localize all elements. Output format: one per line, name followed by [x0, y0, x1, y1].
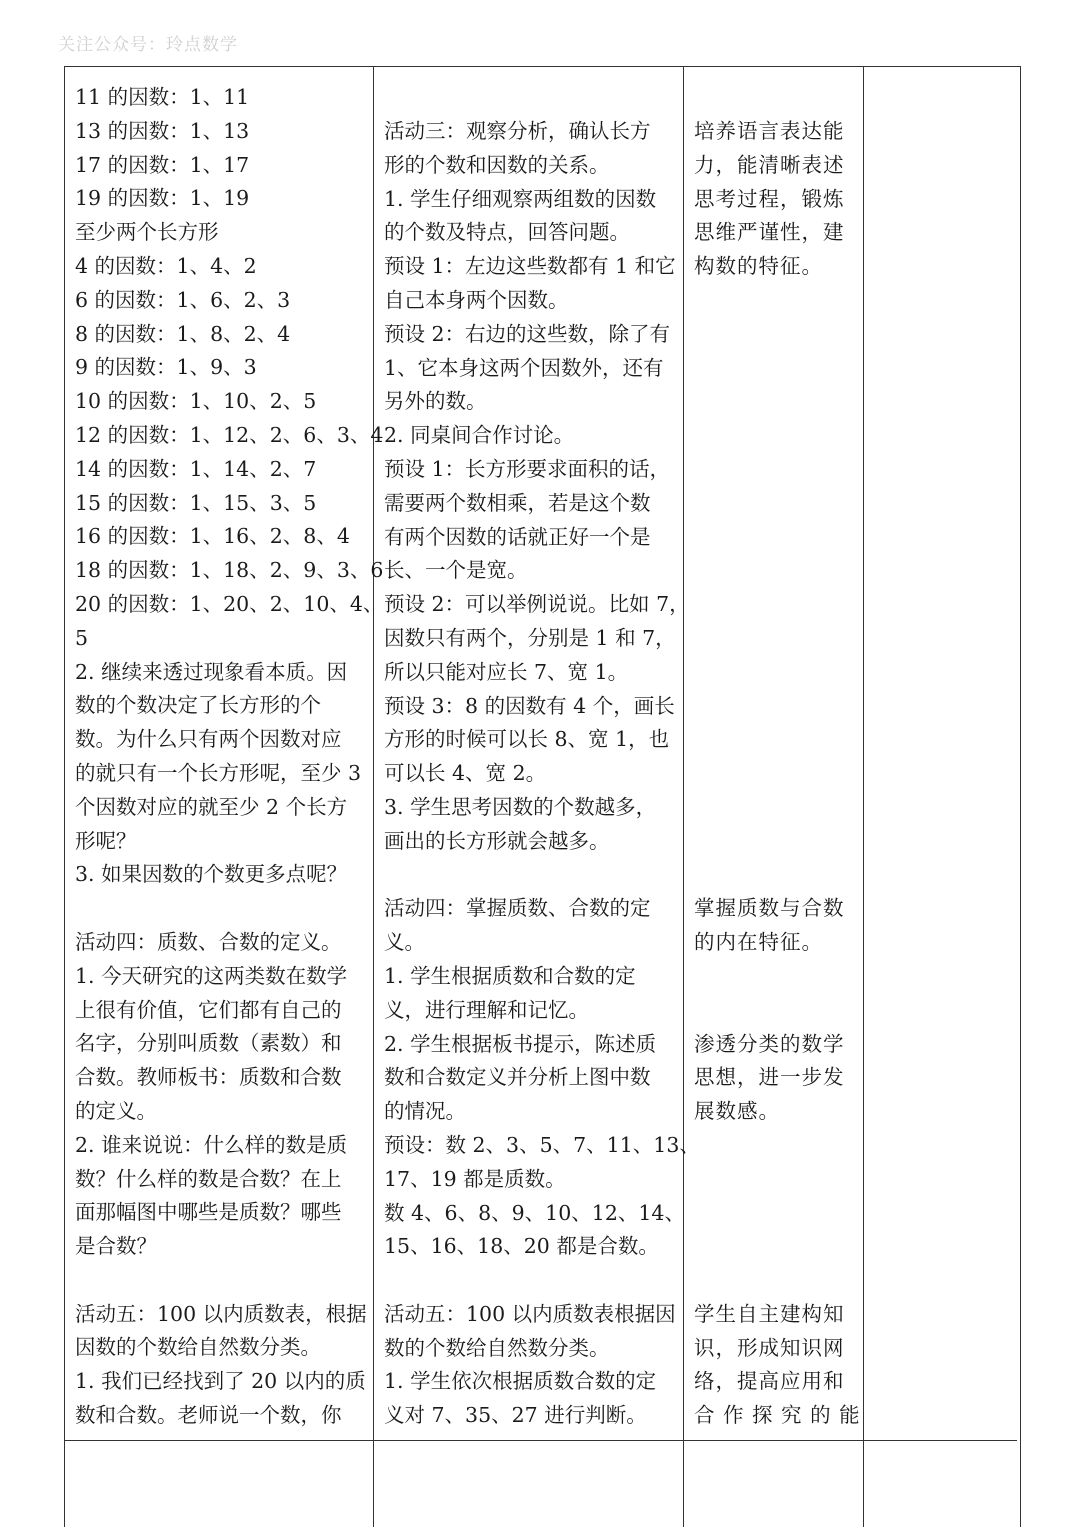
student-line: 义。 [384, 930, 425, 955]
intent-line [694, 690, 855, 724]
design-intent-cell [684, 67, 864, 1527]
student-line: 自己本身两个因数。 [384, 287, 569, 312]
student-line: 预设 1：左边这些数都有 1 和它 [384, 254, 676, 279]
student-line: 可以长 4、宽 2。 [384, 761, 547, 786]
teacher-line: 活动五：100 以内质数表，根据 [75, 1301, 367, 1326]
intent-line: 渗透分类的数学 [694, 1031, 845, 1056]
teacher-line: 数？什么样的数是合数？在上 [75, 1166, 342, 1191]
teacher-line: 11 的因数：1、11 [75, 85, 250, 109]
intent-line [694, 521, 855, 555]
intent-line [694, 825, 855, 859]
student-line [384, 859, 675, 893]
student-line: 3. 学生思考因数的个数越多， [384, 794, 657, 819]
student-line: 的个数及特点，回答问题。 [384, 220, 630, 245]
student-line: 预设：数 2、3、5、7、11、13、 [384, 1132, 700, 1157]
intent-line: 的内在特征。 [694, 930, 823, 955]
intent-line [694, 284, 855, 318]
teacher-line [75, 1264, 365, 1298]
intent-line [694, 1163, 855, 1197]
intent-line: 展数感。 [694, 1099, 780, 1124]
student-line: 1. 学生仔细观察两组数的因数 [384, 186, 657, 211]
teacher-line: 18 的因数：1、18、2、9、3、6 [75, 558, 384, 583]
teacher-line: 名字，分别叫质数（素数）和 [75, 1031, 342, 1056]
intent-line [694, 1230, 855, 1264]
teacher-line: 2. 继续来透过现象看本质。因 [75, 659, 348, 684]
teacher-line: 1. 我们已经找到了 20 以内的质 [75, 1369, 366, 1394]
teacher-line: 数的个数决定了长方形的个 [75, 693, 321, 718]
intent-line: 培养语言表达能 [694, 119, 845, 143]
student-line: 预设 2：右边的这些数，除了有 [384, 321, 671, 346]
teacher-line: 活动四：质数、合数的定义。 [75, 929, 342, 954]
teacher-line: 17 的因数：1、17 [75, 152, 250, 177]
student-line: 1. 学生根据质数和合数的定 [384, 963, 636, 988]
teacher-line: 9 的因数：1、9、3 [75, 355, 257, 380]
design-intent-text [684, 67, 863, 1433]
intent-line: 思考过程，锻炼 [694, 186, 845, 211]
teacher-line: 是合数？ [75, 1234, 157, 1259]
student-line: 需要两个数相乘，若是这个数 [384, 490, 651, 515]
student-line: 活动三：观察分析，确认长方 [384, 119, 651, 143]
table-bottom-border [64, 1440, 1017, 1441]
teacher-line: 的定义。 [75, 1098, 157, 1123]
student-line: 因数只有两个，分别是 1 和 7， [384, 625, 676, 650]
intent-line: 学生自主建构知 [694, 1301, 845, 1326]
intent-line [694, 554, 855, 588]
teacher-line: 上很有价值，它们都有自己的 [75, 997, 342, 1022]
student-line: 形的个数和因数的关系。 [384, 152, 610, 177]
student-line: 1. 学生依次根据质数合数的定 [384, 1369, 657, 1394]
student-line: 17、19 都是质数。 [384, 1166, 566, 1191]
student-line: 另外的数。 [384, 389, 487, 414]
teacher-line: 15 的因数：1、15、3、5 [75, 490, 317, 515]
teacher-line: 数。为什么只有两个因数对应 [75, 727, 342, 752]
student-activity-cell [374, 67, 700, 1527]
intent-line [694, 318, 855, 352]
student-line: 数的个数给自然数分类。 [384, 1335, 610, 1360]
intent-line: 思想，进一步发 [694, 1065, 845, 1090]
teacher-line: 2. 谁来说说：什么样的数是质 [75, 1132, 348, 1157]
intent-line: 络，提高应用和 [694, 1369, 845, 1394]
student-line: 有两个因数的话就正好一个是 [384, 524, 651, 549]
lesson-plan-table [64, 66, 1021, 1527]
student-line: 预设 2：可以举例说说。比如 7， [384, 592, 690, 617]
intent-line [694, 352, 855, 386]
intent-line [694, 994, 855, 1028]
intent-line [694, 487, 855, 521]
intent-line: 合 作 探 究 的 能 [694, 1403, 861, 1428]
teacher-line: 20 的因数：1、20、2、10、4、 [75, 591, 384, 616]
teacher-line: 14 的因数：1、14、2、7 [75, 456, 317, 481]
intent-line [694, 419, 855, 453]
student-line: 义对 7、35、27 进行判断。 [384, 1403, 647, 1428]
teacher-line: 3. 如果因数的个数更多点呢？ [75, 862, 348, 887]
intent-line [694, 656, 855, 690]
teacher-line: 8 的因数：1、8、2、4 [75, 321, 291, 346]
teacher-line: 5 [75, 625, 89, 650]
student-line: 1、它本身这两个因数外，还有 [384, 355, 664, 380]
student-line: 15、16、18、20 都是合数。 [384, 1234, 659, 1259]
student-line: 2. 学生根据板书提示，陈述质 [384, 1031, 657, 1056]
teacher-line: 13 的因数：1、13 [75, 118, 250, 143]
student-line: 数 4、6、8、9、10、12、14、 [384, 1200, 685, 1225]
notes-cell [864, 67, 1021, 1527]
intent-line [694, 588, 855, 622]
watermark-text: 关注公众号：玲点数学 [58, 35, 238, 55]
intent-line [694, 723, 855, 757]
student-line: 义，进行理解和记忆。 [384, 997, 589, 1022]
student-line: 的情况。 [384, 1099, 466, 1124]
intent-line [694, 960, 855, 994]
student-line: 活动五：100 以内质数表根据因 [384, 1301, 676, 1326]
student-line: 数和合数定义并分析上图中数 [384, 1065, 651, 1090]
teacher-line: 19 的因数：1、19 [75, 186, 250, 211]
teacher-line [75, 892, 365, 926]
intent-line [694, 453, 855, 487]
teacher-line: 因数的个数给自然数分类。 [75, 1335, 321, 1360]
intent-line [694, 622, 855, 656]
teacher-line: 的就只有一个长方形呢，至少 3 [75, 760, 362, 785]
intent-line [694, 1129, 855, 1163]
teacher-line: 4 的因数：1、4、2 [75, 253, 257, 278]
student-activity-text [374, 67, 700, 1433]
teacher-line: 数和合数。老师说一个数，你 [75, 1403, 342, 1428]
student-line: 预设 1：长方形要求面积的话， [384, 456, 671, 481]
student-line: 预设 3：8 的因数有 4 个，画长 [384, 693, 675, 718]
table-row [65, 67, 1021, 1527]
student-line [384, 1264, 675, 1298]
intent-line [694, 1197, 855, 1231]
intent-line [694, 791, 855, 825]
intent-line: 思维严谨性，建 [694, 220, 845, 245]
student-line: 画出的长方形就会越多。 [384, 828, 610, 853]
teacher-line: 6 的因数：1、6、2、3 [75, 287, 291, 312]
teacher-line: 16 的因数：1、16、2、8、4 [75, 524, 350, 549]
intent-line [694, 385, 855, 419]
teacher-activity-cell [65, 67, 384, 1527]
student-line: 所以只能对应长 7、宽 1。 [384, 659, 629, 684]
intent-line [694, 1264, 855, 1298]
student-line: 活动四：掌握质数、合数的定 [384, 896, 651, 921]
teacher-line: 至少两个长方形 [75, 220, 219, 245]
intent-line: 识，形成知识网 [694, 1335, 845, 1360]
intent-line [694, 757, 855, 791]
teacher-line: 面那幅图中哪些是质数？哪些 [75, 1200, 342, 1225]
intent-line [694, 859, 855, 893]
teacher-line: 形呢？ [75, 828, 137, 853]
teacher-line: 1. 今天研究的这两类数在数学 [75, 963, 348, 988]
student-line: 2. 同桌间合作讨论。 [384, 423, 575, 448]
intent-line: 力，能清晰表述 [694, 152, 845, 177]
teacher-line: 合数。教师板书：质数和合数 [75, 1065, 342, 1090]
teacher-line: 10 的因数：1、10、2、5 [75, 389, 317, 414]
teacher-line: 12 的因数：1、12、2、6、3、4 [75, 422, 384, 447]
intent-line: 构数的特征。 [694, 254, 823, 279]
intent-line: 掌握质数与合数 [694, 896, 845, 921]
student-line: 长、一个是宽。 [384, 558, 528, 583]
teacher-activity-text [65, 67, 384, 1433]
student-line: 方形的时候可以长 8、宽 1，也 [384, 727, 670, 752]
teacher-line: 个因数对应的就至少 2 个长方 [75, 794, 348, 819]
notes-text [864, 67, 1020, 81]
